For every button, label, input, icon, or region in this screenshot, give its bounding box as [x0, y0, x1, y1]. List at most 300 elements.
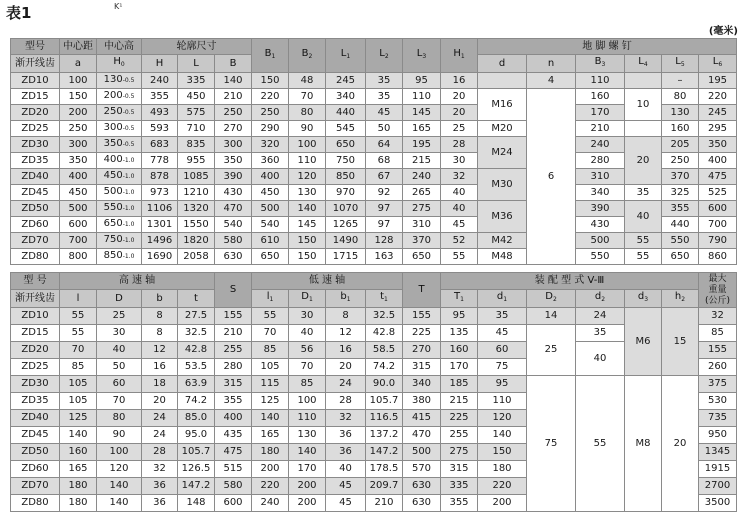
table-cell: 90 [289, 121, 326, 137]
sub-n: n [527, 55, 576, 73]
table-cell: 170 [576, 105, 625, 121]
table-cell: 650 [326, 137, 366, 153]
weight-cell: 260 [699, 359, 737, 376]
table-cell: 630 [403, 478, 441, 495]
sub-D2: $D_2$ [527, 290, 576, 308]
table-cell: 800 [60, 249, 97, 265]
table-cell: 280 [215, 359, 252, 376]
d3-cell: M8 [625, 376, 662, 512]
table-cell: 280 [576, 153, 625, 169]
sub-d2: $d_2$ [576, 290, 625, 308]
col-H1: $H_1$ [441, 39, 478, 73]
table1-body [11, 73, 737, 265]
weight-cell: 950 [699, 427, 737, 444]
table-cell: 1070 [326, 201, 366, 217]
table-cell: 90 [97, 427, 142, 444]
table-cell: 245 [326, 73, 366, 89]
table-cell: 180 [252, 444, 289, 461]
d3-cell: M6 [625, 308, 662, 376]
table-cell: 32.5 [178, 325, 215, 342]
table-cell: 8 [142, 325, 178, 342]
table-cell: 320 [252, 137, 289, 153]
table-cell: 240 [576, 137, 625, 153]
table-cell: 100 [60, 73, 97, 89]
sub-a: a [60, 55, 97, 73]
model-cell: ZD25 [11, 121, 60, 137]
table-cell: 130 [289, 185, 326, 201]
table-cell: 56 [289, 342, 326, 359]
table-cell: 50 [366, 121, 403, 137]
table-cell: 350 [60, 153, 97, 169]
table-cell: 110 [478, 393, 527, 410]
table-cell: 8 [326, 308, 366, 325]
table-cell: 45 [441, 217, 478, 233]
table-cell: 835 [178, 137, 215, 153]
table2-body [11, 308, 737, 512]
table-cell: 220 [699, 89, 737, 105]
table-cell: 290 [252, 121, 289, 137]
table-cell: 155 [403, 308, 441, 325]
table-cell: 250 [662, 153, 699, 169]
weight-cell: 32 [699, 308, 737, 325]
table-cell: 30 [441, 153, 478, 169]
col-high-speed-shaft: 高 速 轴 [60, 273, 215, 290]
center-height-cell: 350-0.5 [97, 137, 142, 153]
sub-L5: $L_5$ [662, 55, 699, 73]
table-cell: 42.8 [178, 342, 215, 359]
model-cell: ZD70 [11, 478, 60, 495]
table-cell: 400 [699, 153, 737, 169]
table-cell: 25 [441, 121, 478, 137]
table-cell: 58.5 [366, 342, 403, 359]
table-cell: 860 [699, 249, 737, 265]
table-cell: 36 [142, 495, 178, 512]
table-cell: 220 [252, 89, 289, 105]
center-height-cell: 850-1.0 [97, 249, 142, 265]
table-cell: 315 [215, 376, 252, 393]
table-cell: 85 [60, 359, 97, 376]
model-cell: ZD15 [11, 325, 60, 342]
table-cell: 155 [215, 308, 252, 325]
center-height-cell: 130-0.5 [97, 73, 142, 89]
table-cell: 215 [403, 153, 441, 169]
table-cell: 210 [576, 121, 625, 137]
table-cell: 220 [478, 478, 527, 495]
table-cell: 400 [215, 410, 252, 427]
d-cell: M16 [478, 89, 527, 121]
table-cell: 35 [366, 89, 403, 105]
table-cell: 74.2 [366, 359, 403, 376]
table-cell: 360 [252, 153, 289, 169]
table-cell: 600 [60, 217, 97, 233]
d-cell: M24 [478, 137, 527, 169]
table-cell: 200 [478, 495, 527, 512]
table-cell: 12 [142, 342, 178, 359]
table-cell: 170 [441, 359, 478, 376]
table-cell: 275 [403, 201, 441, 217]
table-cell: 370 [662, 169, 699, 185]
table-cell: 440 [662, 217, 699, 233]
table-cell: 150 [478, 444, 527, 461]
table-cell: 140 [215, 73, 252, 89]
table-cell: 325 [662, 185, 699, 201]
table-cell: 475 [699, 169, 737, 185]
table-cell: 683 [142, 137, 178, 153]
table-cell: 1320 [178, 201, 215, 217]
weight-cell: 155 [699, 342, 737, 359]
table-cell: 45 [326, 478, 366, 495]
table-cell: 55 [60, 308, 97, 325]
table-cell: 68 [366, 153, 403, 169]
table-cell: 340 [576, 185, 625, 201]
table-cell: 128 [366, 233, 403, 249]
shaft-table [10, 272, 737, 512]
table-cell: 126.5 [178, 461, 215, 478]
col-L3: $L_3$ [403, 39, 441, 73]
weight-cell: 1345 [699, 444, 737, 461]
table-cell: 315 [441, 461, 478, 478]
table-cell: 440 [326, 105, 366, 121]
model-cell: ZD30 [11, 376, 60, 393]
sub-H0: $H_0$ [97, 55, 142, 73]
table-cell: 165 [252, 427, 289, 444]
table-cell: 1210 [178, 185, 215, 201]
model-cell: ZD35 [11, 153, 60, 169]
model-cell: ZD20 [11, 105, 60, 121]
subheader-row [11, 290, 737, 308]
col-S: S [215, 273, 252, 308]
model-cell: ZD50 [11, 444, 60, 461]
table-cell: 195 [699, 73, 737, 89]
table-cell: 500 [252, 201, 289, 217]
table-cell: 52 [441, 233, 478, 249]
L4-cell: 40 [625, 201, 662, 233]
table-cell: 430 [215, 185, 252, 201]
table-row [11, 89, 737, 105]
table-cell: 200 [252, 461, 289, 478]
center-height-cell: 650-1.0 [97, 217, 142, 233]
table-cell: 115 [252, 376, 289, 393]
center-height-cell: 500-1.0 [97, 185, 142, 201]
table-cell: – [662, 73, 699, 89]
table-cell: 350 [699, 137, 737, 153]
table-cell: 140 [289, 444, 326, 461]
sub-l1: $l_1$ [252, 290, 289, 308]
center-height-cell: 450-1.0 [97, 169, 142, 185]
table-cell: 878 [142, 169, 178, 185]
table-cell: 105.7 [178, 444, 215, 461]
table-cell: 74.2 [178, 393, 215, 410]
table-cell: 160 [60, 444, 97, 461]
model-cell: ZD40 [11, 410, 60, 427]
table-cell: 240 [142, 73, 178, 89]
table-cell: 100 [289, 137, 326, 153]
table-cell: 470 [215, 201, 252, 217]
table-cell: 125 [60, 410, 97, 427]
table-cell: 70 [97, 393, 142, 410]
d-cell: M48 [478, 249, 527, 265]
table-cell: 580 [215, 478, 252, 495]
table-cell: 16 [441, 73, 478, 89]
table-cell: 310 [403, 217, 441, 233]
table-cell: 1715 [326, 249, 366, 265]
n-cell: 6 [527, 89, 576, 265]
center-height-cell: 250-0.5 [97, 105, 142, 121]
table-cell: 355 [215, 393, 252, 410]
table-cell: 85.0 [178, 410, 215, 427]
model-cell: ZD80 [11, 495, 60, 512]
table-cell: 150 [289, 249, 326, 265]
table-cell: 973 [142, 185, 178, 201]
table-cell: 20 [142, 393, 178, 410]
model-cell: ZD15 [11, 89, 60, 105]
weight-cell: 2700 [699, 478, 737, 495]
sub-t1: $t_1$ [366, 290, 403, 308]
table-cell: 32 [142, 461, 178, 478]
table-cell: 24 [326, 376, 366, 393]
table-cell: 20 [326, 359, 366, 376]
table-cell: 355 [662, 201, 699, 217]
table-cell: 147.2 [366, 444, 403, 461]
table-cell: 500 [403, 444, 441, 461]
header-row [11, 39, 737, 55]
col-series: 渐开线齿 [11, 55, 60, 73]
table-cell: 450 [252, 185, 289, 201]
table-cell: 145 [289, 217, 326, 233]
h2-cell: 15 [662, 308, 699, 376]
h2-cell: 20 [662, 376, 699, 512]
col-center-height: 中心高 [97, 39, 142, 55]
d2-cell: 55 [576, 376, 625, 512]
table-cell: 450 [178, 89, 215, 105]
col-anchor-bolts: 地 脚 螺 钉 [478, 39, 737, 55]
table-cell: 110 [576, 73, 625, 89]
col-L2: $L_2$ [366, 39, 403, 73]
table-cell: 45 [366, 105, 403, 121]
col-assembly-type: 装 配 型 式 V-Ⅲ [441, 273, 699, 290]
table-cell: 545 [326, 121, 366, 137]
d2-cell: 35 [576, 325, 625, 342]
table-cell: 30 [97, 325, 142, 342]
sub-d1: $d_1$ [478, 290, 527, 308]
table-cell: 140 [97, 478, 142, 495]
table-cell: 120 [289, 169, 326, 185]
table-cell: 630 [403, 495, 441, 512]
table-cell: 120 [97, 461, 142, 478]
table-cell: 95 [403, 73, 441, 89]
sub-B: B [215, 55, 252, 73]
table-cell: 515 [215, 461, 252, 478]
table-cell: 105 [60, 393, 97, 410]
col-L1: $L_1$ [326, 39, 366, 73]
table-cell: 650 [403, 249, 441, 265]
table-cell: 1490 [326, 233, 366, 249]
table-cell: 750 [326, 153, 366, 169]
table-cell: 650 [252, 249, 289, 265]
table-cell: 53.5 [178, 359, 215, 376]
table-cell: 600 [699, 201, 737, 217]
table-cell: 45 [478, 325, 527, 342]
table-cell: 137.2 [366, 427, 403, 444]
col-low-speed-shaft: 低 速 轴 [252, 273, 403, 290]
d-cell: M20 [478, 121, 527, 137]
sub-L6: $L_6$ [699, 55, 737, 73]
table-cell: 70 [60, 342, 97, 359]
table-cell: 340 [326, 89, 366, 105]
table-cell: 55 [252, 308, 289, 325]
table-title: 表1 [6, 4, 32, 22]
table-cell: 140 [289, 201, 326, 217]
table-cell: 64 [366, 137, 403, 153]
table-cell: 700 [699, 217, 737, 233]
table-cell: 70 [289, 359, 326, 376]
table-cell: 32.5 [366, 308, 403, 325]
model-cell: ZD20 [11, 342, 60, 359]
table-cell: 95 [441, 308, 478, 325]
table-cell: 300 [215, 137, 252, 153]
model-cell: ZD50 [11, 201, 60, 217]
table-cell: 28 [142, 444, 178, 461]
table-cell: 140 [478, 427, 527, 444]
L4-cell: 55 [625, 249, 662, 265]
table-cell: 180 [60, 495, 97, 512]
table-cell: 380 [403, 393, 441, 410]
sub-d: d [478, 55, 527, 73]
sub-b: b [142, 290, 178, 308]
table-cell: 140 [60, 427, 97, 444]
table-cell: 170 [289, 461, 326, 478]
model-cell: ZD30 [11, 137, 60, 153]
table-cell: 35 [366, 73, 403, 89]
table-cell: 110 [403, 89, 441, 105]
table-row [11, 137, 737, 153]
table-cell: 250 [252, 105, 289, 121]
model-cell: ZD60 [11, 461, 60, 478]
table-cell: 110 [289, 153, 326, 169]
table-cell: 12 [326, 325, 366, 342]
table-cell: 24 [142, 427, 178, 444]
table-cell: 215 [441, 393, 478, 410]
table-cell: 355 [142, 89, 178, 105]
table-cell: 630 [215, 249, 252, 265]
L4-cell [625, 73, 662, 89]
table-cell: 100 [97, 444, 142, 461]
model-cell: ZD60 [11, 217, 60, 233]
table-cell: 550 [662, 233, 699, 249]
table-cell: 600 [215, 495, 252, 512]
model-cell: ZD45 [11, 427, 60, 444]
table-row [11, 376, 737, 393]
d-cell: M42 [478, 233, 527, 249]
weight-cell: 3500 [699, 495, 737, 512]
table-cell: 525 [699, 185, 737, 201]
table-row [11, 249, 737, 265]
table-cell: 575 [178, 105, 215, 121]
table-cell: 270 [215, 121, 252, 137]
table-cell: 116.5 [366, 410, 403, 427]
col-center-distance: 中心距 [60, 39, 97, 55]
table-cell: 415 [403, 410, 441, 427]
table-cell: 92 [366, 185, 403, 201]
D2-cell: 14 [527, 308, 576, 325]
table-row [11, 121, 737, 137]
table-cell: 1820 [178, 233, 215, 249]
table-row [11, 73, 737, 89]
table-cell: 295 [699, 121, 737, 137]
model-cell: ZD10 [11, 308, 60, 325]
table-cell: 209.7 [366, 478, 403, 495]
center-height-cell: 550-1.0 [97, 201, 142, 217]
col-model: 型号 [11, 39, 60, 55]
table-cell: 195 [403, 137, 441, 153]
sub-l: l [60, 290, 97, 308]
table-cell: 125 [252, 393, 289, 410]
sub-B3: $B_3$ [576, 55, 625, 73]
table-cell: 220 [252, 478, 289, 495]
table-cell: 60 [97, 376, 142, 393]
model-cell: ZD80 [11, 249, 60, 265]
table-cell: 40 [441, 201, 478, 217]
table-cell: 955 [178, 153, 215, 169]
table-cell: 95 [478, 376, 527, 393]
table-cell: 70 [252, 325, 289, 342]
unit-label: (毫米) [708, 26, 738, 37]
table-cell: 36 [142, 478, 178, 495]
weight-cell: 85 [699, 325, 737, 342]
table-cell: 148 [178, 495, 215, 512]
table-cell: 240 [252, 495, 289, 512]
table-cell: 8 [142, 308, 178, 325]
table-cell: 150 [252, 73, 289, 89]
table-row [11, 201, 737, 217]
table-cell: 25 [97, 308, 142, 325]
table-cell: 178.5 [366, 461, 403, 478]
table-cell: 20 [441, 89, 478, 105]
col-T: T [403, 273, 441, 308]
table-cell: 240 [403, 169, 441, 185]
table-cell: 18 [142, 376, 178, 393]
table-cell: 450 [60, 185, 97, 201]
table-cell: 40 [441, 185, 478, 201]
table-cell: 400 [60, 169, 97, 185]
table-cell: 200 [289, 478, 326, 495]
table-cell: 85 [289, 376, 326, 393]
table-cell: 55 [441, 249, 478, 265]
table-cell: 27.5 [178, 308, 215, 325]
sub-D: D [97, 290, 142, 308]
table-cell: 28 [326, 393, 366, 410]
sub-t: t [178, 290, 215, 308]
center-height-cell: 750-1.0 [97, 233, 142, 249]
table-cell: 140 [97, 495, 142, 512]
table-cell: 45 [326, 495, 366, 512]
table-cell: 48 [289, 73, 326, 89]
table-cell: 67 [366, 169, 403, 185]
table-cell: 225 [441, 410, 478, 427]
table-cell: 140 [252, 410, 289, 427]
table-cell: 610 [252, 233, 289, 249]
table-cell: 150 [289, 233, 326, 249]
table-cell: 210 [366, 495, 403, 512]
sub-T1: $T_1$ [441, 290, 478, 308]
center-height-cell: 200-0.5 [97, 89, 142, 105]
n-cell: 4 [527, 73, 576, 89]
d-cell: M30 [478, 169, 527, 201]
table-cell: 100 [289, 393, 326, 410]
table-cell: 36 [326, 444, 366, 461]
table-cell: 80 [97, 410, 142, 427]
table-cell: 1496 [142, 233, 178, 249]
